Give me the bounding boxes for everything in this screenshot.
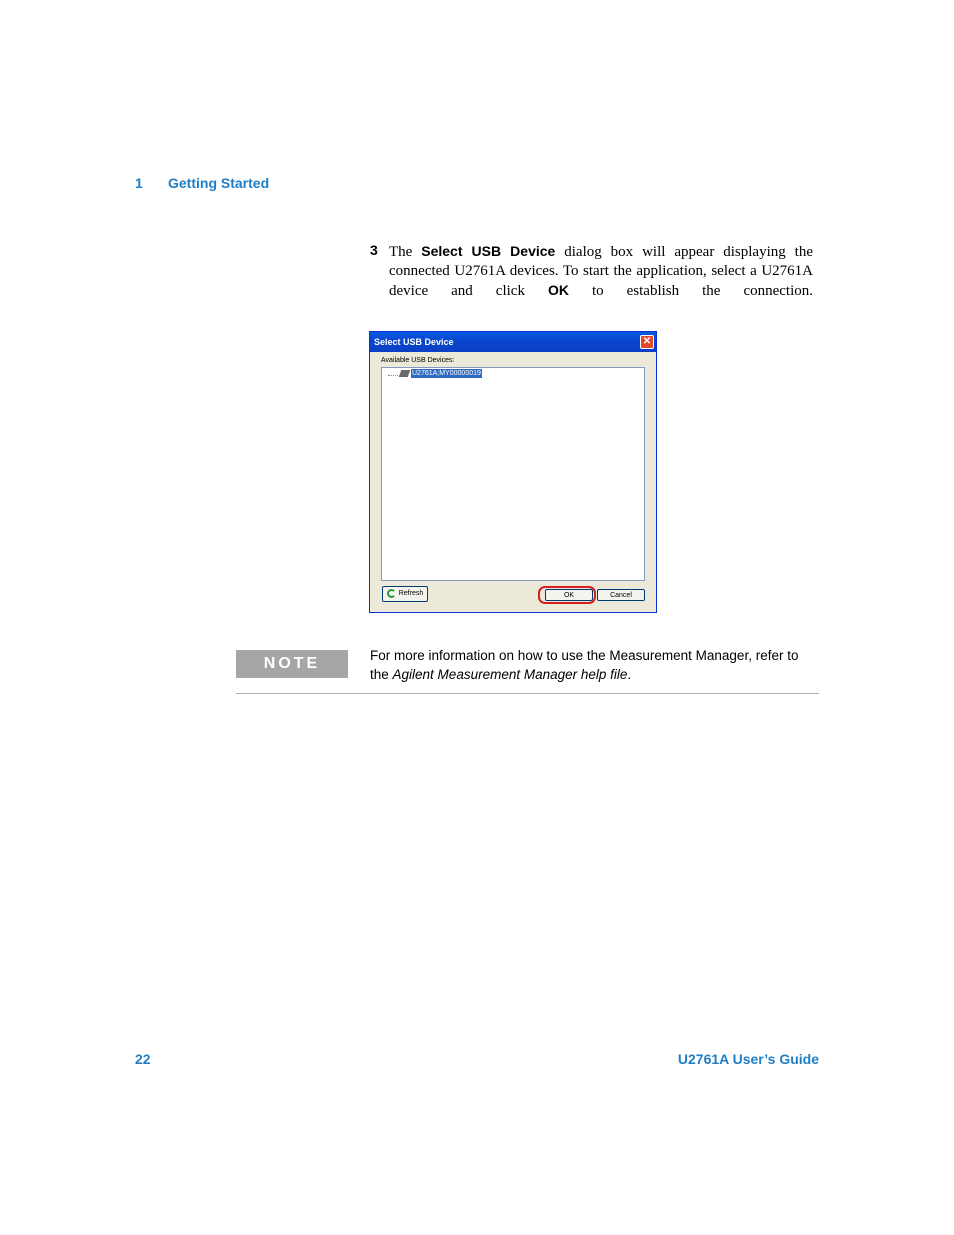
step-bold-ok: OK	[547, 282, 569, 298]
ok-button[interactable]: OK	[545, 589, 593, 601]
dialog-titlebar[interactable]	[370, 332, 656, 352]
chapter-title: Getting Started	[168, 175, 270, 191]
dialog-title: Select USB Device	[374, 337, 454, 347]
page-number: 22	[135, 1051, 151, 1067]
close-icon[interactable]: ✕	[640, 335, 654, 349]
step-text	[389, 242, 813, 301]
note-divider	[236, 693, 819, 694]
note-text	[370, 646, 815, 684]
select-usb-device-dialog	[369, 331, 657, 613]
ok-highlight-annotation	[538, 586, 596, 604]
step-text-part: dialog box will appear displaying the connected U2761A devices. To start the application, select a U2761A device and click	[389, 244, 813, 299]
step-text-part: to establish the connection.	[568, 283, 813, 299]
guide-title: U2761A User’s Guide	[677, 1051, 819, 1067]
step-bold-dialog-name: Select USB Device	[421, 243, 556, 259]
refresh-icon	[387, 589, 396, 598]
note-italic-reference: Agilent Measurement Manager help file	[392, 667, 628, 682]
refresh-button[interactable]	[382, 586, 428, 602]
usb-device-icon	[399, 370, 411, 377]
refresh-label: Refresh	[398, 590, 424, 597]
available-devices-label: Available USB Devices:	[381, 357, 455, 364]
step-text-part: The	[389, 244, 422, 260]
tree-connector	[388, 375, 398, 376]
cancel-button[interactable]: Cancel	[597, 589, 645, 601]
device-list-item[interactable]: U2761A;MY00000019	[412, 370, 481, 377]
chapter-number: 1	[135, 175, 143, 191]
step-number: 3	[370, 242, 378, 258]
note-text-part: .	[627, 667, 632, 682]
note-text-part: For more information on how to use the Measurement Manager, refer to the	[370, 648, 799, 682]
device-list[interactable]	[381, 367, 645, 581]
note-label: NOTE	[236, 650, 348, 678]
